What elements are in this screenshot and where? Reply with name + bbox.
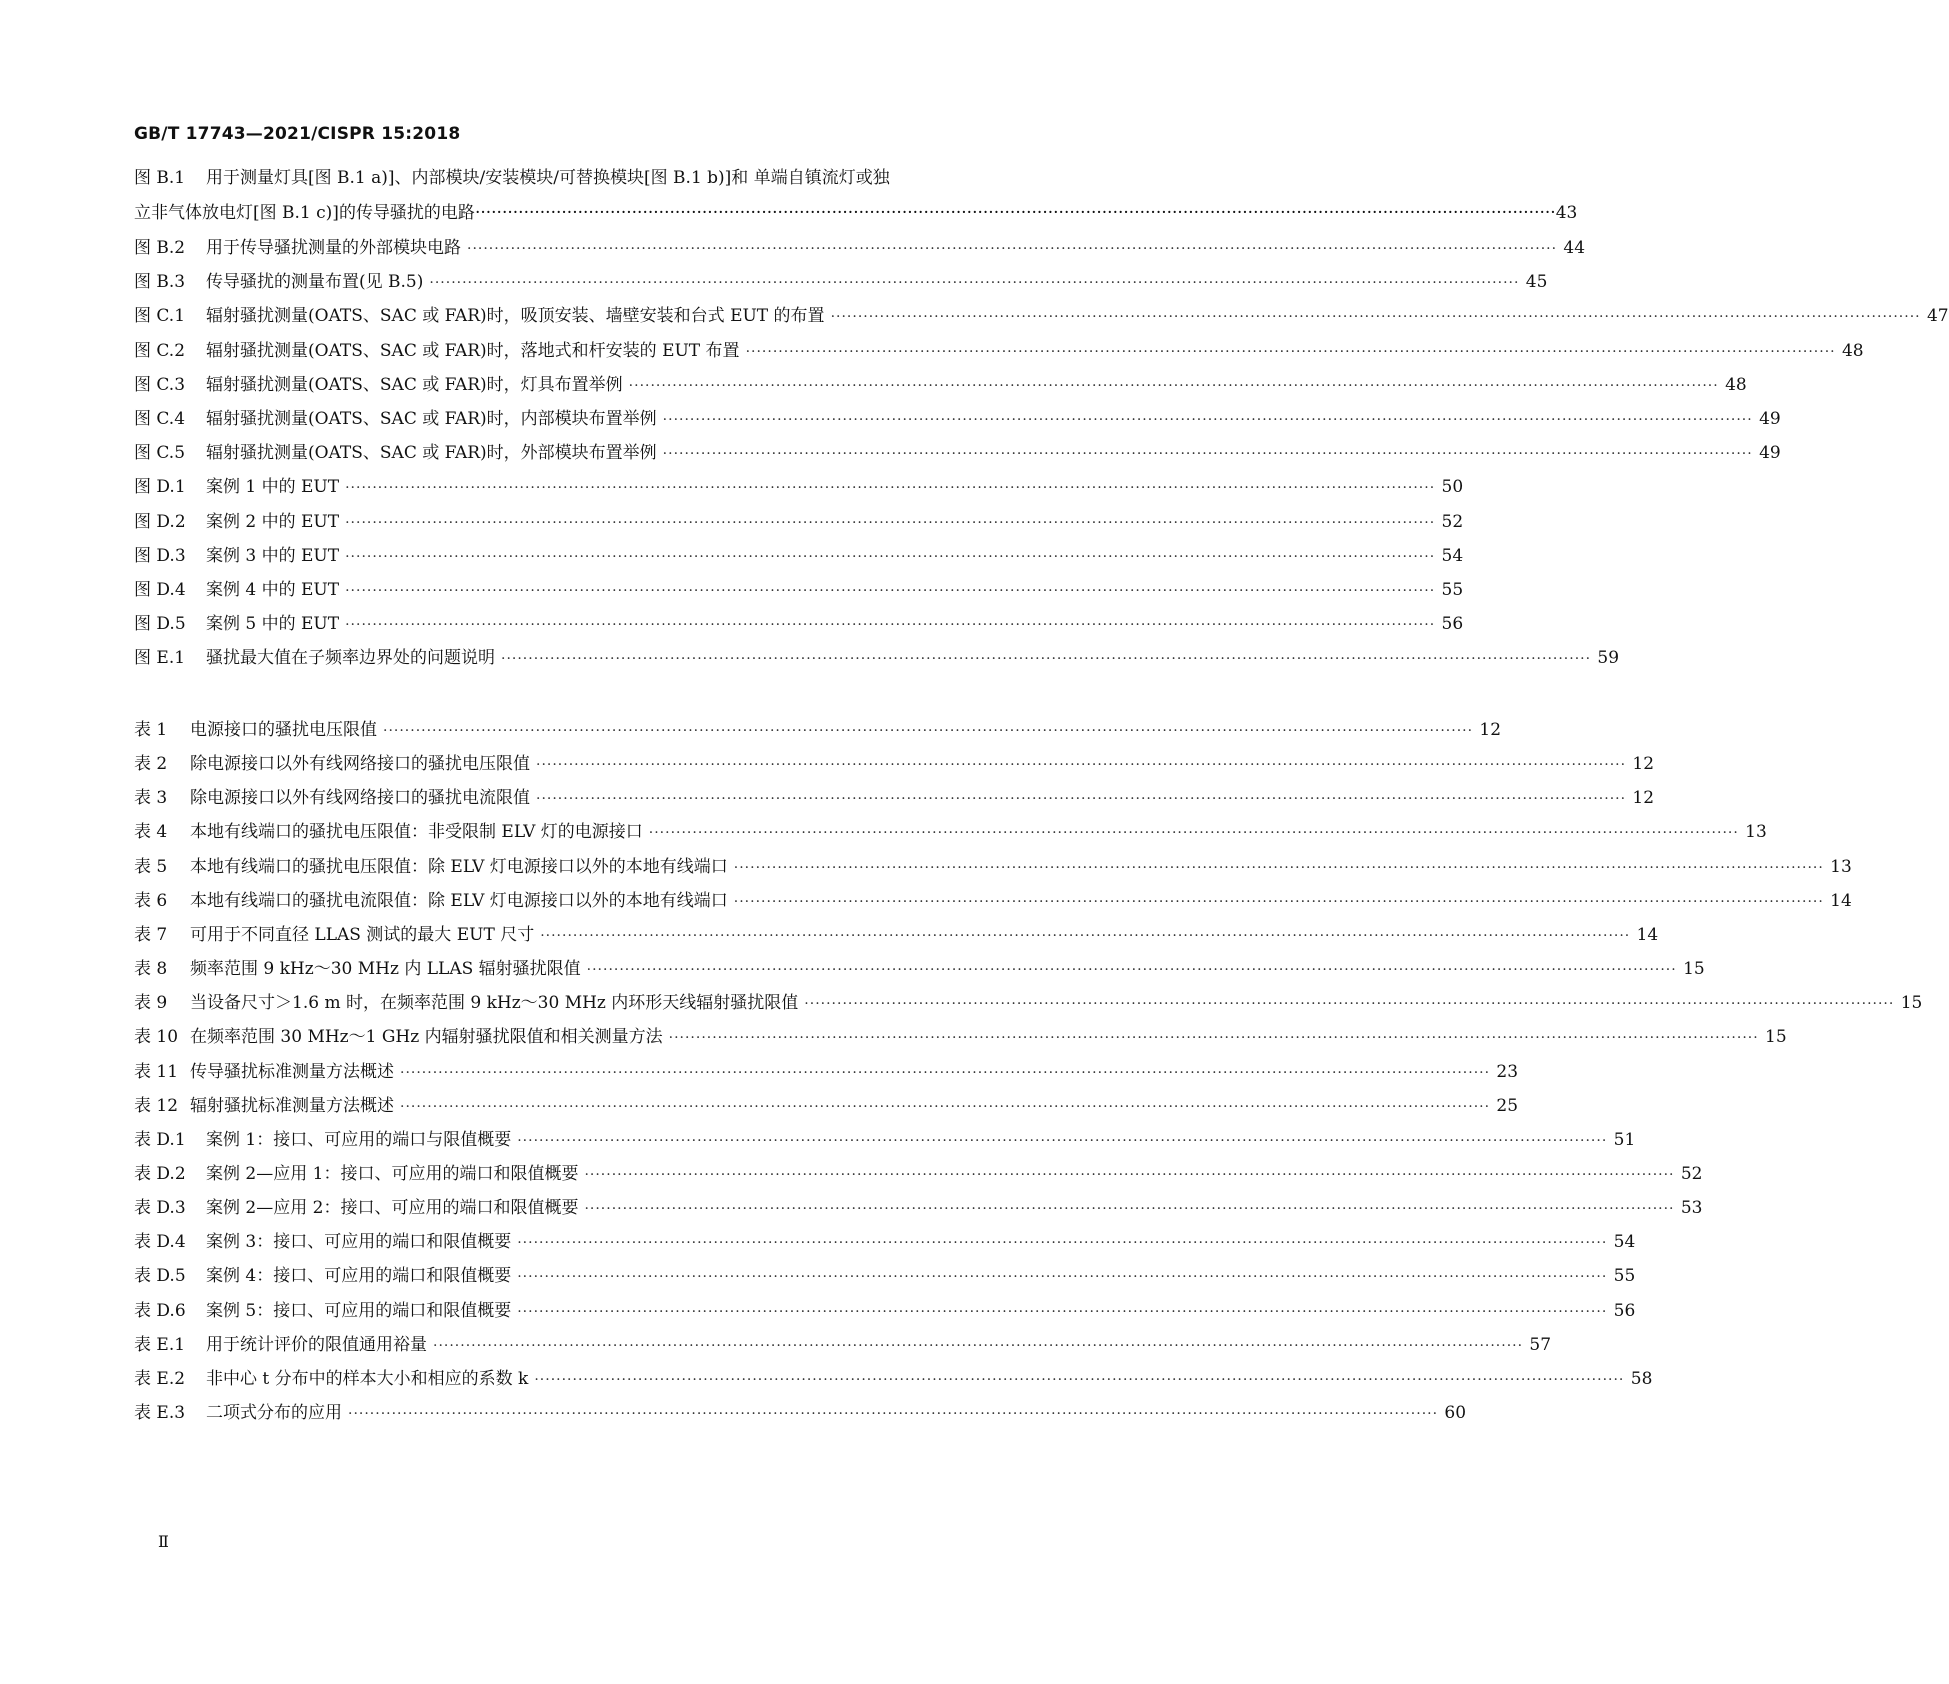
dot-leader: ········································································································································································································ [745,343,1836,360]
entry-page: 14 [1636,924,1659,945]
entry-title: 除电源接口以外有线网络接口的骚扰电压限值 [190,754,530,775]
entry-page: 47 [1926,306,1949,327]
entry-title: 电源接口的骚扰电压限值 [190,720,377,740]
toc-entry-table-19[interactable] [134,1327,1552,1363]
dot-leader: ········································································································································································································ [536,791,1627,808]
entry-title: 辐射骚扰测量(OATS、SAC 或 FAR)时，内部模块布置举例 [206,409,657,429]
entry-title: 骚扰最大值在子频率边界处的问题说明 [206,648,495,669]
entry-page: 56 [1441,614,1464,635]
entry-page: 13 [1745,822,1767,843]
entry-page: 13 [1830,856,1852,877]
dot-leader: ········································································································································································································ [345,548,1436,565]
dot-leader: ········································································································································································································ [517,1132,1608,1149]
dot-leader: ········································································································································································································ [733,859,1824,876]
toc-entry-table-2[interactable] [134,746,1655,782]
entry-number: 图 C.3 [134,374,186,395]
entry-number: 表 D.4 [134,1232,186,1253]
entry-page: 58 [1630,1368,1653,1389]
dot-leader: ········································································································································································································ [586,962,1677,979]
dot-leader: ········································································································································································································ [584,1166,1675,1183]
dot-leader: ········································································································································································································ [540,927,1631,944]
dot-leader: ········································································································································································································ [517,1269,1608,1286]
toc-entry-figure-10[interactable] [134,504,1464,540]
entry-number: 表 9 [134,993,168,1014]
entry-title: 辐射骚扰测量(OATS、SAC 或 FAR)时，外部模块布置举例 [206,443,657,464]
entry-page: 49 [1759,443,1781,464]
toc-entry-table-21[interactable] [134,1395,1467,1431]
toc-entry-fig-b1-line2[interactable] [134,195,1578,231]
entry-number: 图 D.2 [134,511,186,532]
entry-title: 本地有线端口的骚扰电流限值：除 ELV 灯电源接口以外的本地有线端口 [190,890,728,911]
entry-page: 14 [1830,890,1852,911]
entry-title: 案例 4 中的 EUT [206,580,340,600]
dot-leader: ········································································································································································································ [662,412,1753,428]
entry-title: 传导骚扰的测量布置(见 B.5) [206,272,424,293]
toc-entry-table-4[interactable] [134,814,1767,850]
entry-page: 52 [1441,511,1464,532]
toc-entry-figure-14[interactable] [134,640,1620,676]
entry-number: 图 B.3 [134,272,186,293]
dot-leader: ········································································································································································································ [628,377,1719,394]
entry-title: 用于统计评价的限值通用裕量 [206,1334,427,1355]
dot-leader: ········································································································································································································ [517,1235,1608,1252]
toc-entry-figure-6[interactable] [134,367,1747,403]
entry-page: 54 [1441,545,1464,566]
toc-entry-figure-3[interactable] [134,264,1548,300]
entry-number: 图 D.1 [134,477,186,498]
entry-title: 用于测量灯具[图 B.1 a)]、内部模块/安装模块/可替换模块[图 B.1 b)]和 单端自镇流灯或独 [206,168,890,188]
entry-number: 表 10 [134,1027,179,1048]
entry-number: 图 D.5 [134,614,186,635]
toc-entry-table-16[interactable] [134,1224,1636,1260]
entry-page: 55 [1613,1266,1636,1287]
entry-page: 56 [1613,1300,1636,1321]
page-number-footer: Ⅱ [158,1532,169,1551]
entry-number: 表 D.3 [134,1198,186,1219]
toc-entry-table-17[interactable] [134,1258,1636,1294]
entry-number: 表 E.2 [134,1368,186,1389]
toc-entry-table-15[interactable] [134,1190,1703,1226]
toc-entry-figure-11[interactable] [134,538,1464,574]
entry-number: 表 5 [134,856,168,877]
entry-page: 60 [1444,1403,1467,1423]
entry-page: 59 [1597,648,1620,669]
toc-entry-table-5[interactable] [134,849,1852,885]
toc-entry-table-20[interactable] [134,1361,1653,1397]
entry-number: 表 D.6 [134,1300,186,1321]
entry-page: 57 [1529,1334,1552,1355]
dot-leader: ········································································································································································································ [830,309,1921,326]
dot-leader: ········································································································································································································ [433,1337,1524,1354]
entry-title: 案例 3：接口、可应用的端口和限值概要 [206,1232,512,1253]
entry-title: 在频率范围 30 MHz～1 GHz 内辐射骚扰限值和相关测量方法 [190,1027,663,1048]
toc-entry-table-8[interactable] [134,951,1705,987]
entry-number: 图 E.1 [134,648,186,669]
toc-entry-table-12[interactable] [134,1088,1519,1124]
toc-entry-table-14[interactable] [134,1156,1703,1192]
entry-number: 图 C.5 [134,443,186,464]
entry-page: 12 [1632,788,1655,809]
entry-number: 图 C.2 [134,340,186,361]
dot-leader: ········································································································································································································ [648,825,1739,842]
entry-title: 传导骚扰标准测量方法概述 [190,1061,394,1082]
entry-title: 当设备尺寸＞1.6 m 时，在频率范围 9 kHz～30 MHz 内环形天线辐射骚扰限值 [190,993,799,1014]
entry-page: 50 [1441,477,1464,498]
toc-entry-table-6[interactable] [134,883,1852,919]
dot-leader: ········································································································································································································ [536,757,1627,774]
dot-leader: ········································································································································································································ [804,996,1895,1013]
entry-title: 辐射骚扰测量(OATS、SAC 或 FAR)时，吸顶安装、墙壁安装和台式 EUT 的布置 [206,306,825,327]
toc-entry-figure-7[interactable] [134,401,1781,437]
toc-entry-figure-12[interactable] [134,572,1464,608]
entry-number: 图 C.1 [134,306,186,327]
entry-page: 25 [1496,1095,1519,1116]
dot-leader: ········································································································································································································ [467,241,1558,257]
dot-leader: ········································································································································································································ [474,203,1556,223]
dot-leader: ········································································································································································································ [517,1303,1608,1320]
entry-title: 案例 1 中的 EUT [206,477,340,498]
toc-entry-table-1[interactable] [134,712,1502,748]
dot-leader: ········································································································································································································ [348,1406,1439,1422]
entry-number: 表 D.1 [134,1129,186,1150]
entry-number: 表 E.1 [134,1334,186,1355]
dot-leader: ········································································································································································································ [383,723,1474,739]
dot-leader: ········································································································································································································ [733,893,1824,910]
entry-title: 辐射骚扰测量(OATS、SAC 或 FAR)时，灯具布置举例 [206,374,623,395]
entry-number: 表 3 [134,788,168,809]
dot-leader: ········································································································································································································ [534,1371,1625,1388]
entry-page: 12 [1632,754,1655,775]
toc-entry-fig-b1-line1[interactable] [134,160,1058,196]
toc-entry-figure-2[interactable] [134,230,1586,266]
dot-leader: ········································································································································································································ [345,514,1436,531]
entry-page: 54 [1613,1232,1636,1253]
entry-title: 二项式分布的应用 [206,1403,342,1423]
toc-entry-figure-8[interactable] [134,435,1781,471]
toc-entry-table-3[interactable] [134,780,1655,816]
entry-page: 12 [1479,720,1502,740]
toc-entry-table-13[interactable] [134,1122,1636,1158]
entry-title: 可用于不同直径 LLAS 测试的最大 EUT 尺寸 [190,924,535,945]
entry-page: 43 [1555,203,1578,223]
entry-title: 案例 2 中的 EUT [206,511,340,532]
dot-leader: ········································································································································································································ [668,1030,1759,1047]
toc-entry-table-10[interactable] [134,1019,1787,1055]
entry-page: 55 [1441,580,1464,600]
entry-page: 53 [1680,1198,1703,1219]
toc-entry-figure-13[interactable] [134,606,1464,642]
toc-entry-figure-4[interactable] [134,298,1949,334]
entry-number: 表 E.3 [134,1403,186,1423]
entry-title: 频率范围 9 kHz～30 MHz 内 LLAS 辐射骚扰限值 [190,959,581,980]
entry-title: 案例 4：接口、可应用的端口和限值概要 [206,1266,512,1287]
entry-number: 图 D.4 [134,580,186,600]
entry-page: 23 [1496,1061,1519,1082]
entry-number: 表 D.2 [134,1163,186,1184]
entry-title: 案例 2—应用 2：接口、可应用的端口和限值概要 [206,1198,579,1219]
dot-leader: ········································································································································································································ [429,275,1520,292]
entry-number: 表 7 [134,924,168,945]
entry-number: 表 2 [134,754,168,775]
entry-title: 案例 5：接口、可应用的端口和限值概要 [206,1300,512,1321]
dot-leader: ········································································································································································································ [345,480,1436,497]
entry-page: 52 [1680,1163,1703,1184]
entry-title: 辐射骚扰测量(OATS、SAC 或 FAR)时，落地式和杆安装的 EUT 布置 [206,340,740,361]
entry-number: 表 12 [134,1095,179,1116]
entry-number: 表 11 [134,1061,179,1082]
dot-leader: ········································································································································································································ [662,446,1753,463]
entry-page: 15 [1765,1027,1787,1048]
toc-entry-table-9[interactable] [134,985,1923,1021]
document-header: GB/T 17743—2021/CISPR 15:2018 [134,124,461,144]
dot-leader: ········································································································································································································ [584,1201,1675,1218]
entry-number: 表 4 [134,822,168,843]
dot-leader: ········································································································································································································ [400,1098,1491,1115]
entry-title: 除电源接口以外有线网络接口的骚扰电流限值 [190,788,530,809]
entry-page: 45 [1525,272,1548,293]
entry-number: 图 B.2 [134,238,186,258]
dot-leader: ········································································································································································································ [345,617,1436,634]
entry-title: 辐射骚扰标准测量方法概述 [190,1095,394,1116]
entry-title: 非中心 t 分布中的样本大小和相应的系数 k [206,1368,529,1389]
dot-leader: ········································································································································································································ [400,1064,1491,1081]
dot-leader: ········································································································································································································ [345,583,1436,599]
entry-page: 15 [1900,993,1923,1014]
entry-page: 44 [1563,238,1586,258]
entry-number: 表 8 [134,959,168,980]
entry-title: 用于传导骚扰测量的外部模块电路 [206,238,461,258]
entry-title-continued: 立非气体放电灯[图 B.1 c)]的传导骚扰的电路 [134,203,475,223]
entry-title: 本地有线端口的骚扰电压限值：非受限制 ELV 灯的电源接口 [190,822,643,843]
entry-page: 15 [1683,959,1705,980]
entry-number: 表 1 [134,720,168,740]
toc-entry-figure-9[interactable] [134,469,1464,505]
toc-entry-table-11[interactable] [134,1054,1519,1090]
entry-title: 案例 5 中的 EUT [206,614,340,635]
entry-page: 48 [1841,340,1864,361]
entry-title: 案例 1：接口、可应用的端口与限值概要 [206,1129,512,1150]
toc-entry-figure-5[interactable] [134,333,1864,369]
entry-number: 图 D.3 [134,545,186,566]
entry-number: 表 D.5 [134,1266,186,1287]
dot-leader: ········································································································································································································ [501,651,1592,668]
entry-number: 图 B.1 [134,168,186,188]
toc-entry-table-7[interactable] [134,917,1659,953]
entry-number: 表 6 [134,890,168,911]
toc-entry-table-18[interactable] [134,1293,1636,1329]
entry-page: 51 [1613,1129,1636,1150]
entry-number: 图 C.4 [134,409,186,429]
entry-title: 案例 3 中的 EUT [206,545,340,566]
entry-page: 48 [1725,374,1747,395]
entry-page: 49 [1759,409,1781,429]
entry-title: 案例 2—应用 1：接口、可应用的端口和限值概要 [206,1163,579,1184]
entry-title: 本地有线端口的骚扰电压限值：除 ELV 灯电源接口以外的本地有线端口 [190,856,728,877]
